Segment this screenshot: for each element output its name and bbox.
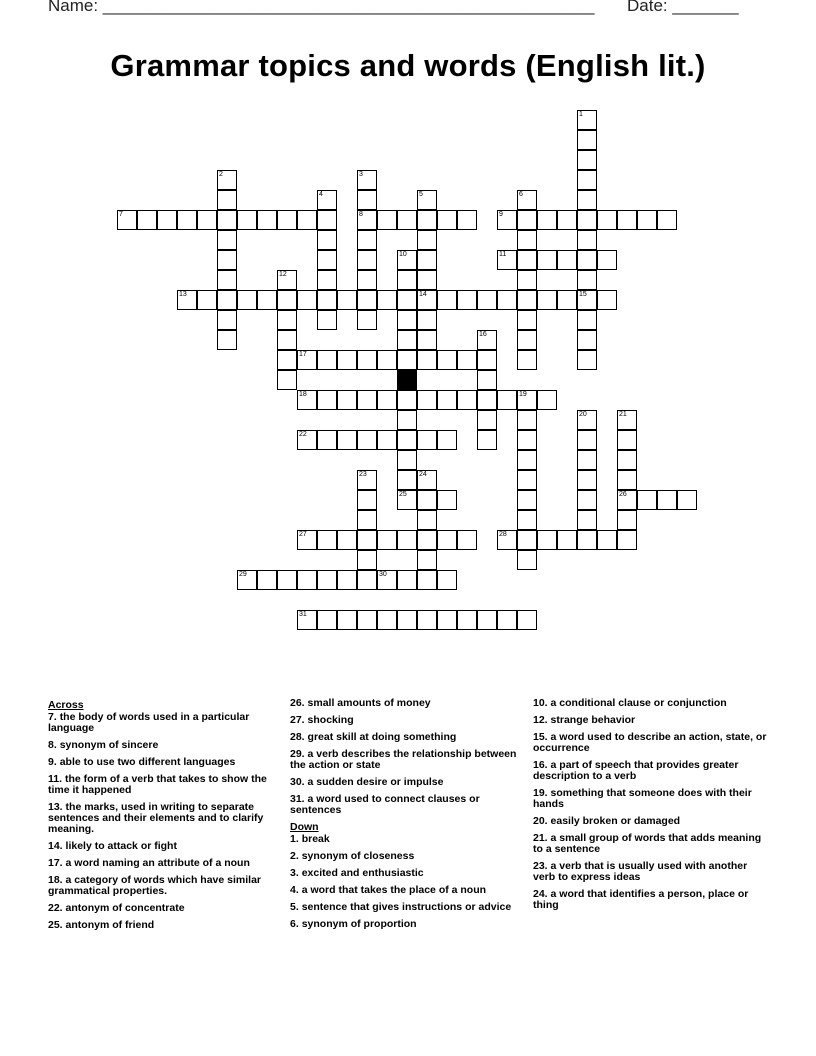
- grid-cell[interactable]: [137, 210, 157, 230]
- cell-number: 1: [579, 111, 583, 118]
- grid-cell[interactable]: [577, 450, 597, 470]
- grid-cell[interactable]: [457, 210, 477, 230]
- grid-cell[interactable]: [217, 190, 237, 210]
- grid-cell[interactable]: [317, 610, 337, 630]
- grid-cell[interactable]: [597, 210, 617, 230]
- clue-down-4: 4. a word that takes the place of a noun: [290, 884, 487, 896]
- grid-cell[interactable]: [357, 190, 377, 210]
- cell-number: 14: [419, 291, 427, 298]
- grid-cell[interactable]: [517, 510, 537, 530]
- cell-number: 7: [119, 211, 123, 218]
- grid-cell[interactable]: [397, 470, 417, 490]
- grid-cell[interactable]: [217, 230, 237, 250]
- grid-cell[interactable]: [617, 510, 637, 530]
- clue-down-2: 2. synonym of closeness: [290, 850, 415, 862]
- grid-cell[interactable]: [177, 210, 197, 230]
- cell-number: 8: [359, 211, 363, 218]
- grid-cell[interactable]: [317, 390, 337, 410]
- grid-cell[interactable]: [377, 210, 397, 230]
- grid-cell[interactable]: [417, 190, 437, 210]
- cell-number: 23: [359, 471, 367, 478]
- grid-cell[interactable]: [537, 210, 557, 230]
- clue-across-8: 8. synonym of sincere: [48, 739, 159, 751]
- grid-cell[interactable]: [397, 290, 417, 310]
- grid-cell[interactable]: [517, 350, 537, 370]
- cell-number: 22: [299, 431, 307, 438]
- grid-cell[interactable]: [577, 310, 597, 330]
- clue-across-27: 27. shocking: [290, 714, 354, 726]
- grid-cell[interactable]: [337, 390, 357, 410]
- cell-number: 12: [279, 271, 287, 278]
- grid-cell[interactable]: [517, 290, 537, 310]
- grid-cell[interactable]: [297, 350, 317, 370]
- cell-number: 13: [179, 291, 187, 298]
- grid-cell[interactable]: [457, 610, 477, 630]
- grid-cell[interactable]: [517, 210, 537, 230]
- grid-cell[interactable]: [477, 350, 497, 370]
- grid-cell[interactable]: [317, 350, 337, 370]
- grid-cell[interactable]: [217, 210, 237, 230]
- grid-cell[interactable]: [397, 270, 417, 290]
- clue-across-13: 13. the marks, used in writing to separate sentences and their elements and to clarify meaning.: [48, 801, 264, 835]
- grid-cell[interactable]: [317, 430, 337, 450]
- grid-cell[interactable]: [537, 250, 557, 270]
- clue-across-7: 7. the body of words used in a particular language: [48, 711, 250, 734]
- cell-number: 17: [299, 351, 307, 358]
- grid-cell[interactable]: [277, 210, 297, 230]
- grid-cell[interactable]: [357, 310, 377, 330]
- grid-cell[interactable]: [517, 490, 537, 510]
- grid-cell[interactable]: [297, 390, 317, 410]
- grid-cell[interactable]: [597, 290, 617, 310]
- grid-cell[interactable]: [497, 250, 517, 270]
- grid-cell[interactable]: [577, 330, 597, 350]
- grid-cell[interactable]: [317, 570, 337, 590]
- cell-number: 9: [499, 211, 503, 218]
- grid-cell[interactable]: [517, 450, 537, 470]
- cell-number: 15: [579, 291, 587, 298]
- grid-cell[interactable]: [577, 130, 597, 150]
- grid-cell[interactable]: [417, 290, 437, 310]
- grid-cell[interactable]: [397, 490, 417, 510]
- grid-cell[interactable]: [577, 470, 597, 490]
- grid-cell[interactable]: [457, 350, 477, 370]
- grid-cell[interactable]: [197, 210, 217, 230]
- grid-cell[interactable]: [417, 310, 437, 330]
- grid-cell[interactable]: [317, 270, 337, 290]
- grid-cell[interactable]: [617, 530, 637, 550]
- grid-cell[interactable]: [417, 210, 437, 230]
- grid-cell[interactable]: [357, 270, 377, 290]
- grid-cell[interactable]: [397, 390, 417, 410]
- grid-cell[interactable]: [617, 430, 637, 450]
- grid-cell[interactable]: [237, 210, 257, 230]
- cell-number: 11: [499, 251, 507, 258]
- grid-cell[interactable]: [217, 170, 237, 190]
- clue-across-14: 14. likely to attack or fight: [48, 840, 177, 852]
- grid-cell[interactable]: [417, 250, 437, 270]
- grid-cell[interactable]: [377, 610, 397, 630]
- grid-cell[interactable]: [317, 230, 337, 250]
- grid-cell[interactable]: [577, 270, 597, 290]
- grid-cell[interactable]: [317, 210, 337, 230]
- grid-cell[interactable]: [277, 350, 297, 370]
- grid-cell[interactable]: [417, 390, 437, 410]
- grid-cell[interactable]: [437, 490, 457, 510]
- clue-down-21: 21. a small group of words that adds meaning to a sentence: [533, 832, 762, 855]
- grid-cell[interactable]: [477, 430, 497, 450]
- grid-cell[interactable]: [617, 490, 637, 510]
- grid-cell[interactable]: [397, 330, 417, 350]
- cell-number: 26: [619, 491, 627, 498]
- grid-cell[interactable]: [397, 350, 417, 370]
- grid-cell[interactable]: [477, 370, 497, 390]
- grid-cell[interactable]: [517, 430, 537, 450]
- grid-cell[interactable]: [437, 390, 457, 410]
- grid-cell[interactable]: [477, 390, 497, 410]
- grid-cell[interactable]: [377, 290, 397, 310]
- grid-cell[interactable]: [397, 610, 417, 630]
- grid-cell[interactable]: [577, 210, 597, 230]
- grid-cell[interactable]: [437, 210, 457, 230]
- grid-cell[interactable]: [337, 530, 357, 550]
- grid-cell[interactable]: [437, 290, 457, 310]
- grid-cell[interactable]: [517, 610, 537, 630]
- grid-cell[interactable]: [397, 310, 417, 330]
- grid-cell[interactable]: [577, 350, 597, 370]
- grid-cell[interactable]: [237, 570, 257, 590]
- grid-cell[interactable]: [457, 290, 477, 310]
- grid-cell[interactable]: [277, 370, 297, 390]
- clue-down-10: 10. a conditional clause or conjunction: [533, 697, 727, 709]
- grid-cell[interactable]: [577, 250, 597, 270]
- grid-cell[interactable]: [397, 250, 417, 270]
- grid-cell[interactable]: [437, 610, 457, 630]
- grid-cell[interactable]: [277, 570, 297, 590]
- grid-block-cell: [397, 370, 417, 390]
- grid-cell[interactable]: [637, 210, 657, 230]
- grid-cell[interactable]: [297, 290, 317, 310]
- clue-across-26: 26. small amounts of money: [290, 697, 431, 709]
- grid-cell[interactable]: [397, 450, 417, 470]
- grid-cell[interactable]: [417, 570, 437, 590]
- clue-down-24: 24. a word that identifies a person, place or thing: [533, 888, 749, 911]
- grid-cell[interactable]: [317, 190, 337, 210]
- grid-cell[interactable]: [437, 430, 457, 450]
- grid-cell[interactable]: [317, 250, 337, 270]
- grid-cell[interactable]: [557, 530, 577, 550]
- grid-cell[interactable]: [437, 350, 457, 370]
- grid-cell[interactable]: [617, 470, 637, 490]
- grid-cell[interactable]: [577, 170, 597, 190]
- grid-cell[interactable]: [537, 390, 557, 410]
- grid-cell[interactable]: [377, 350, 397, 370]
- cell-number: 25: [399, 491, 407, 498]
- grid-cell[interactable]: [497, 530, 517, 550]
- grid-cell[interactable]: [217, 270, 237, 290]
- grid-cell[interactable]: [517, 230, 537, 250]
- grid-cell[interactable]: [277, 310, 297, 330]
- grid-cell[interactable]: [397, 530, 417, 550]
- grid-cell[interactable]: [577, 190, 597, 210]
- grid-cell[interactable]: [357, 430, 377, 450]
- clue-across-31: 31. a word used to connect clauses or sentences: [290, 793, 480, 816]
- clue-down-19: 19. something that someone does with their hands: [533, 787, 752, 810]
- clue-down-15: 15. a word used to describe an action, state, or occurrence: [533, 731, 767, 754]
- grid-cell[interactable]: [497, 390, 517, 410]
- grid-cell[interactable]: [397, 410, 417, 430]
- clue-across-28: 28. great skill at doing something: [290, 731, 457, 743]
- cell-number: 31: [299, 611, 307, 618]
- grid-cell[interactable]: [377, 430, 397, 450]
- grid-cell[interactable]: [417, 330, 437, 350]
- grid-cell[interactable]: [577, 110, 597, 130]
- grid-cell[interactable]: [577, 410, 597, 430]
- grid-cell[interactable]: [337, 570, 357, 590]
- name-field-label[interactable]: Name: ____________________________________________________: [48, 0, 595, 15]
- grid-cell[interactable]: [517, 470, 537, 490]
- grid-cell[interactable]: [357, 470, 377, 490]
- grid-cell[interactable]: [217, 310, 237, 330]
- grid-cell[interactable]: [637, 490, 657, 510]
- grid-cell[interactable]: [497, 610, 517, 630]
- grid-cell[interactable]: [597, 530, 617, 550]
- grid-cell[interactable]: [417, 430, 437, 450]
- grid-cell[interactable]: [417, 510, 437, 530]
- grid-cell[interactable]: [317, 530, 337, 550]
- grid-cell[interactable]: [357, 290, 377, 310]
- grid-cell[interactable]: [297, 610, 317, 630]
- grid-cell[interactable]: [537, 290, 557, 310]
- grid-cell[interactable]: [517, 530, 537, 550]
- cell-number: 24: [419, 471, 427, 478]
- grid-cell[interactable]: [357, 350, 377, 370]
- clue-across-11: 11. the form of a verb that takes to show the time it happened: [48, 773, 267, 796]
- clue-across-30: 30. a sudden desire or impulse: [290, 776, 444, 788]
- grid-cell[interactable]: [357, 510, 377, 530]
- grid-cell[interactable]: [417, 350, 437, 370]
- grid-cell[interactable]: [277, 290, 297, 310]
- grid-cell[interactable]: [417, 470, 437, 490]
- grid-cell[interactable]: [257, 570, 277, 590]
- clue-across-9: 9. able to use two different languages: [48, 756, 236, 768]
- grid-cell[interactable]: [517, 270, 537, 290]
- grid-cell[interactable]: [557, 290, 577, 310]
- grid-cell[interactable]: [517, 550, 537, 570]
- grid-cell[interactable]: [117, 210, 137, 230]
- grid-cell[interactable]: [217, 290, 237, 310]
- grid-cell[interactable]: [197, 290, 217, 310]
- grid-cell[interactable]: [577, 150, 597, 170]
- grid-cell[interactable]: [417, 490, 437, 510]
- grid-cell[interactable]: [357, 230, 377, 250]
- grid-cell[interactable]: [477, 330, 497, 350]
- grid-cell[interactable]: [537, 530, 557, 550]
- grid-cell[interactable]: [437, 570, 457, 590]
- grid-cell[interactable]: [397, 210, 417, 230]
- clue-across-18: 18. a category of words which have similar grammatical properties.: [48, 874, 262, 897]
- grid-cell[interactable]: [397, 570, 417, 590]
- clue-down-6: 6. synonym of proportion: [290, 918, 417, 930]
- clue-across-29: 29. a verb describes the relationship between the action or state: [290, 748, 517, 771]
- grid-cell[interactable]: [237, 290, 257, 310]
- grid-cell[interactable]: [297, 570, 317, 590]
- cell-number: 10: [399, 251, 407, 258]
- grid-cell[interactable]: [357, 210, 377, 230]
- down-heading: Down: [290, 821, 319, 833]
- grid-cell[interactable]: [417, 270, 437, 290]
- grid-cell[interactable]: [297, 210, 317, 230]
- grid-cell[interactable]: [657, 490, 677, 510]
- clue-down-12: 12. strange behavior: [533, 714, 636, 726]
- grid-cell[interactable]: [457, 390, 477, 410]
- grid-cell[interactable]: [417, 530, 437, 550]
- grid-cell[interactable]: [617, 410, 637, 430]
- clues-column-3: [533, 698, 769, 917]
- cell-number: 21: [619, 411, 627, 418]
- grid-cell[interactable]: [257, 290, 277, 310]
- cell-number: 19: [519, 391, 527, 398]
- grid-cell[interactable]: [677, 490, 697, 510]
- grid-cell[interactable]: [357, 570, 377, 590]
- grid-cell[interactable]: [577, 530, 597, 550]
- clue-across-17: 17. a word naming an attribute of a noun: [48, 857, 250, 869]
- grid-cell[interactable]: [617, 210, 637, 230]
- clue-down-3: 3. excited and enthusiastic: [290, 867, 424, 879]
- clue-down-23: 23. a verb that is usually used with another verb to express ideas: [533, 860, 748, 883]
- grid-cell[interactable]: [557, 210, 577, 230]
- date-field-label[interactable]: Date: _______: [627, 0, 739, 15]
- clue-down-20: 20. easily broken or damaged: [533, 815, 681, 827]
- cell-number: 16: [479, 331, 487, 338]
- clue-across-22: 22. antonym of concentrate: [48, 902, 185, 914]
- grid-cell[interactable]: [377, 530, 397, 550]
- clues-column-1: [48, 698, 270, 937]
- grid-cell[interactable]: [497, 290, 517, 310]
- grid-cell[interactable]: [377, 570, 397, 590]
- grid-cell[interactable]: [417, 550, 437, 570]
- grid-cell[interactable]: [517, 190, 537, 210]
- grid-cell[interactable]: [457, 530, 477, 550]
- grid-cell[interactable]: [577, 490, 597, 510]
- grid-cell[interactable]: [277, 270, 297, 290]
- grid-cell[interactable]: [357, 530, 377, 550]
- cell-number: 5: [419, 191, 423, 198]
- grid-cell[interactable]: [277, 330, 297, 350]
- cell-number: 20: [579, 411, 587, 418]
- clue-down-5: 5. sentence that gives instructions or advice: [290, 901, 512, 913]
- grid-cell[interactable]: [477, 290, 497, 310]
- grid-cell[interactable]: [517, 310, 537, 330]
- grid-cell[interactable]: [657, 210, 677, 230]
- grid-cell[interactable]: [217, 330, 237, 350]
- cell-number: 6: [519, 191, 523, 198]
- cell-number: 4: [319, 191, 323, 198]
- cell-number: 18: [299, 391, 307, 398]
- grid-cell[interactable]: [217, 250, 237, 270]
- grid-cell[interactable]: [437, 530, 457, 550]
- grid-cell[interactable]: [477, 610, 497, 630]
- grid-cell[interactable]: [577, 430, 597, 450]
- clue-down-1: 1. break: [290, 833, 330, 845]
- grid-cell[interactable]: [357, 170, 377, 190]
- grid-cell[interactable]: [257, 210, 277, 230]
- clues-section: [48, 698, 788, 998]
- grid-cell[interactable]: [177, 290, 197, 310]
- grid-cell[interactable]: [417, 610, 437, 630]
- grid-cell[interactable]: [517, 250, 537, 270]
- grid-cell[interactable]: [597, 250, 617, 270]
- clue-across-25: 25. antonym of friend: [48, 919, 155, 931]
- grid-cell[interactable]: [617, 450, 637, 470]
- cell-number: 29: [239, 571, 247, 578]
- grid-cell[interactable]: [337, 350, 357, 370]
- cell-number: 30: [379, 571, 387, 578]
- grid-cell[interactable]: [297, 430, 317, 450]
- grid-cell[interactable]: [297, 530, 317, 550]
- grid-cell[interactable]: [477, 410, 497, 430]
- grid-cell[interactable]: [517, 390, 537, 410]
- cell-number: 3: [359, 171, 363, 178]
- clues-column-2: [290, 698, 518, 936]
- grid-cell[interactable]: [497, 210, 517, 230]
- grid-cell[interactable]: [337, 430, 357, 450]
- grid-cell[interactable]: [577, 230, 597, 250]
- grid-cell[interactable]: [317, 290, 337, 310]
- grid-cell[interactable]: [357, 250, 377, 270]
- grid-cell[interactable]: [357, 610, 377, 630]
- grid-cell[interactable]: [337, 610, 357, 630]
- grid-cell[interactable]: [157, 210, 177, 230]
- grid-cell[interactable]: [557, 250, 577, 270]
- cell-number: 27: [299, 531, 307, 538]
- grid-cell[interactable]: [517, 330, 537, 350]
- page-title: Grammar topics and words (English lit.): [110, 48, 706, 83]
- grid-cell[interactable]: [357, 550, 377, 570]
- clue-down-16: 16. a part of speech that provides greater description to a verb: [533, 759, 739, 782]
- grid-cell[interactable]: [357, 490, 377, 510]
- grid-cell[interactable]: [377, 390, 397, 410]
- grid-cell[interactable]: [357, 390, 377, 410]
- grid-cell[interactable]: [577, 510, 597, 530]
- grid-cell[interactable]: [397, 430, 417, 450]
- cell-number: 2: [219, 171, 223, 178]
- cell-number: 28: [499, 531, 507, 538]
- grid-cell[interactable]: [337, 290, 357, 310]
- across-heading: Across: [48, 699, 84, 711]
- grid-cell[interactable]: [517, 410, 537, 430]
- grid-cell[interactable]: [417, 230, 437, 250]
- grid-cell[interactable]: [317, 310, 337, 330]
- grid-cell[interactable]: [577, 290, 597, 310]
